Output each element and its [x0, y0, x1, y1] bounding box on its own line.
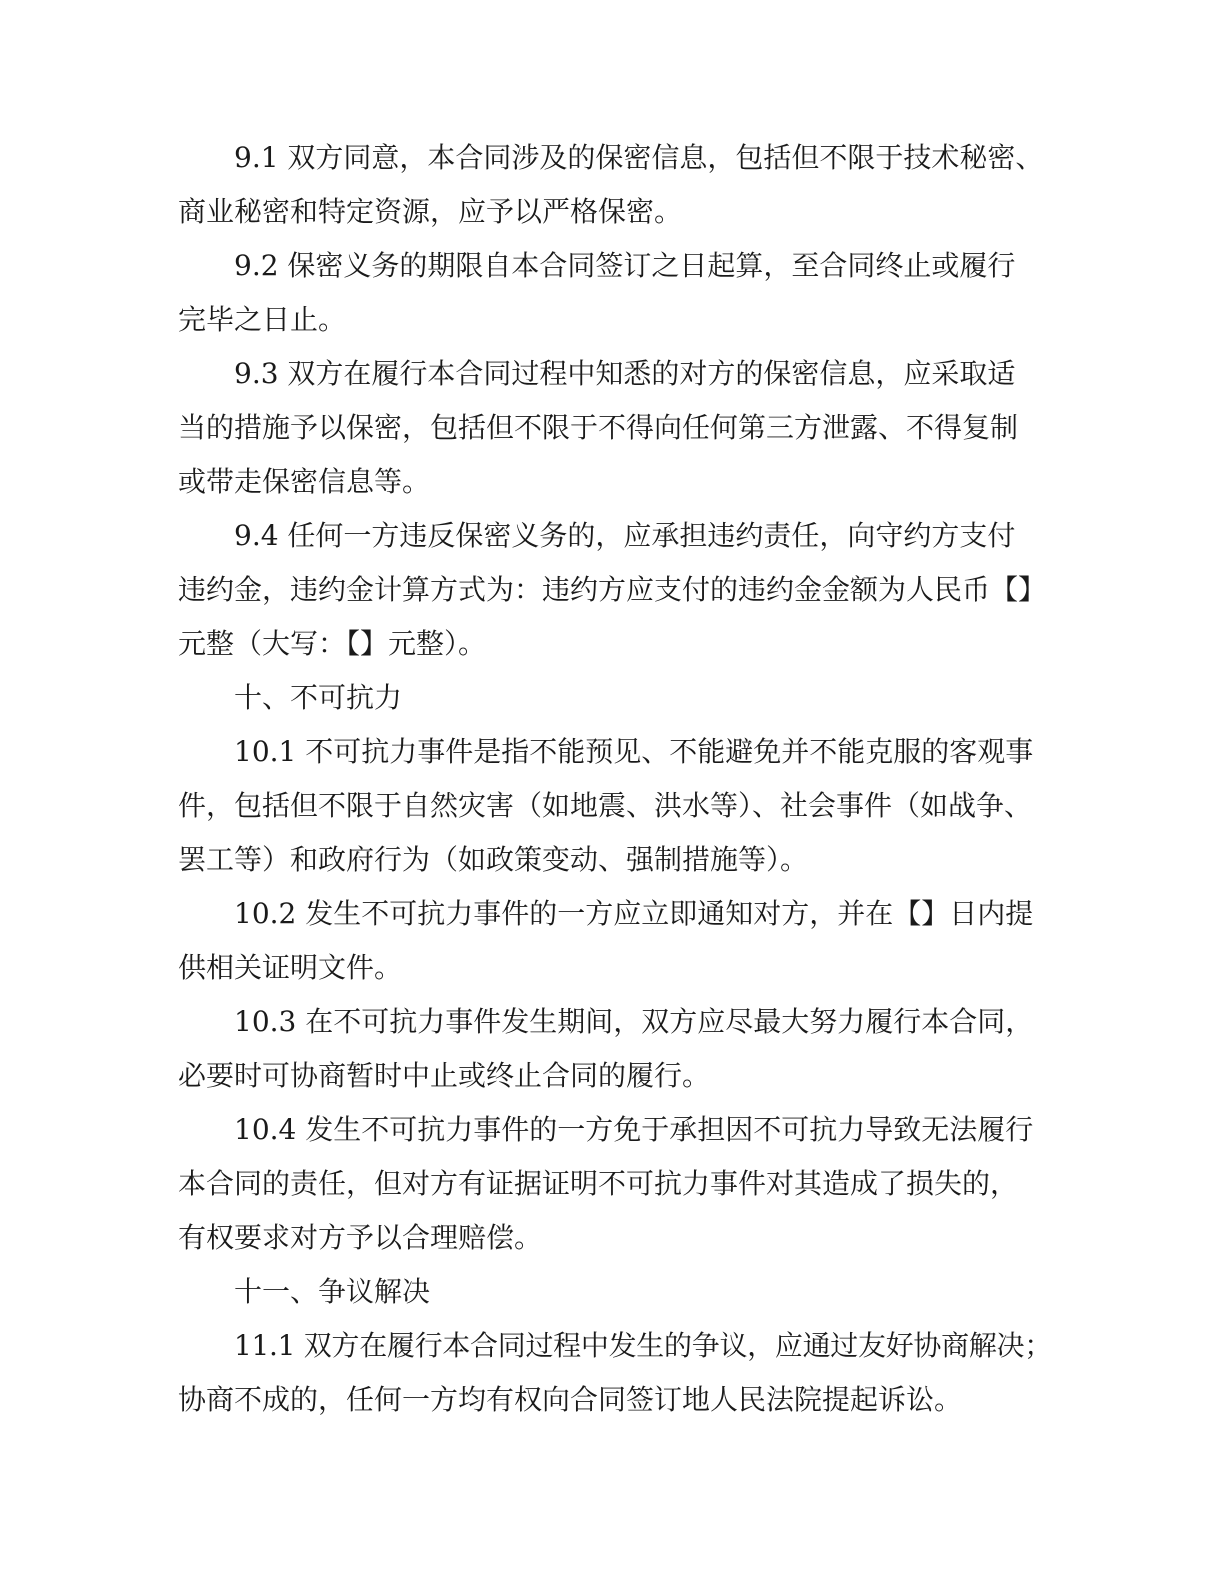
clause-11-1-line-2: 协商不成的，任何一方均有权向合同签订地人民法院提起诉讼。: [178, 1383, 963, 1416]
clause-10-4-line-3: 有权要求对方予以合理赔偿。: [178, 1221, 543, 1254]
clause-9-1-line-1: 9.1 双方同意，本合同涉及的保密信息，包括但不限于技术秘密、: [234, 141, 1044, 174]
clause-9-2-line-2: 完毕之日止。: [178, 303, 347, 336]
clause-10-3-line-2: 必要时可协商暂时中止或终止合同的履行。: [178, 1059, 711, 1092]
clause-10-2-line-2: 供相关证明文件。: [178, 951, 403, 984]
clause-10-4-line-2: 本合同的责任，但对方有证据证明不可抗力事件对其造成了损失的，: [178, 1167, 1019, 1200]
clause-9-4-line-3: 元整（大写：【】元整）。: [178, 627, 487, 660]
clause-10-3-line-1: 10.3 在不可抗力事件发生期间，双方应尽最大努力履行本合同，: [234, 1005, 1034, 1038]
clause-10-4-line-1: 10.4 发生不可抗力事件的一方免于承担因不可抗力导致无法履行: [234, 1113, 1034, 1146]
clause-9-3-line-2: 当的措施予以保密，包括但不限于不得向任何第三方泄露、不得复制: [178, 411, 1019, 444]
clause-9-2-line-1: 9.2 保密义务的期限自本合同签订之日起算，至合同终止或履行: [234, 249, 1016, 282]
clause-9-1-line-2: 商业秘密和特定资源，应予以严格保密。: [178, 195, 683, 228]
clause-10-1-line-2: 件，包括但不限于自然灾害（如地震、洪水等）、社会事件（如战争、: [178, 789, 1033, 822]
clause-11-1-line-1: 11.1 双方在履行本合同过程中发生的争议，应通过友好协商解决；: [234, 1329, 1052, 1362]
clause-9-3-line-1: 9.3 双方在履行本合同过程中知悉的对方的保密信息，应采取适: [234, 357, 1016, 390]
clause-9-4-line-1: 9.4 任何一方违反保密义务的，应承担违约责任，向守约方支付: [234, 519, 1016, 552]
clause-9-4-line-2: 违约金，违约金计算方式为：违约方应支付的违约金金额为人民币【】: [178, 573, 1047, 606]
clause-9-3-line-3: 或带走保密信息等。: [178, 465, 431, 498]
clause-10-1-line-3: 罢工等）和政府行为（如政策变动、强制措施等）。: [178, 843, 809, 876]
section-11-heading: 十一、争议解决: [234, 1275, 431, 1308]
clause-10-1-line-1: 10.1 不可抗力事件是指不能预见、不能避免并不能克服的客观事: [234, 735, 1034, 768]
clause-10-2-line-1: 10.2 发生不可抗力事件的一方应立即通知对方，并在【】日内提: [234, 897, 1034, 930]
section-10-heading: 十、不可抗力: [234, 681, 403, 714]
